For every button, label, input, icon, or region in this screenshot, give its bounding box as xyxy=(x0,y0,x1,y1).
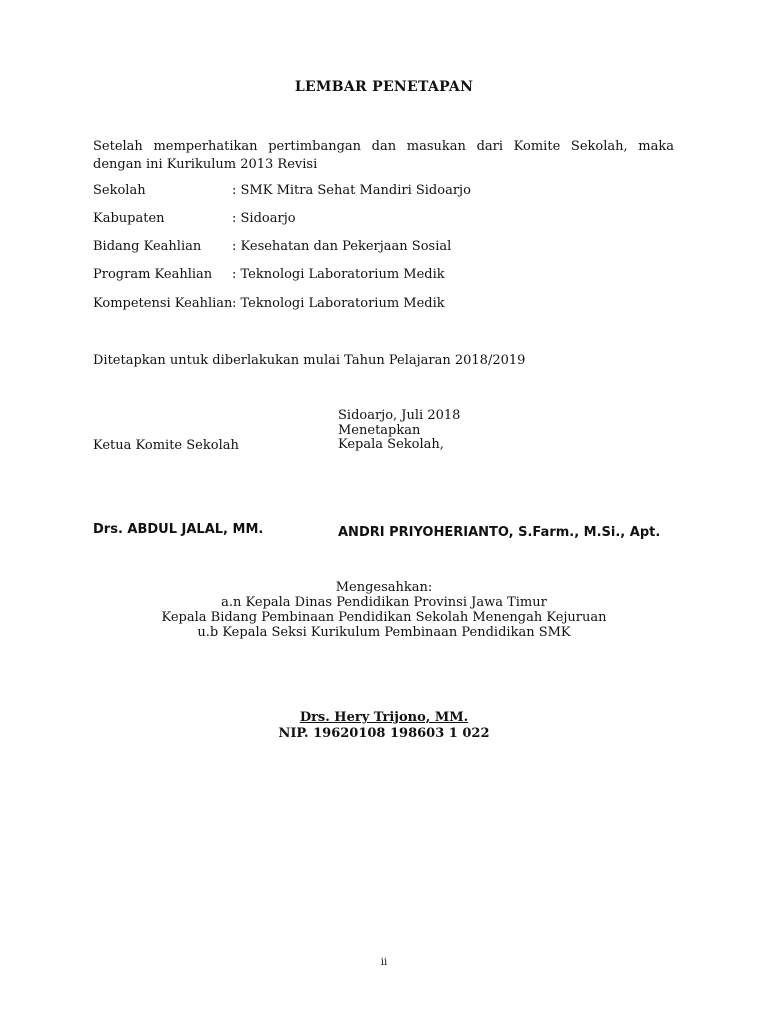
approval-line: a.n Kepala Dinas Pendidikan Provinsi Jawa Timur xyxy=(221,595,547,610)
date-block xyxy=(338,409,460,453)
field-label: Bidang Keahlian xyxy=(93,239,202,254)
page-number: ii xyxy=(380,957,388,968)
field-label: Sekolah xyxy=(93,183,146,198)
approval-line: Kepala Bidang Pembinaan Pendidikan Sekolah Menengah Kejuruan xyxy=(161,610,607,625)
place-date: Sidoarjo, Juli 2018 xyxy=(338,408,461,423)
approval-block xyxy=(0,580,768,640)
principal-name: ANDRI PRIYOHERIANTO, S.Farm., M.Si., Apt. xyxy=(338,525,661,540)
page-title: LEMBAR PENETAPAN xyxy=(294,79,474,95)
field-value: : Teknologi Laboratorium Medik xyxy=(232,296,445,311)
field-row-competency xyxy=(93,296,445,311)
field-row-school xyxy=(93,183,471,198)
statement: Ditetapkan untuk diberlakukan mulai Tahun Pelajaran 2018/2019 xyxy=(93,353,526,368)
committee-title: Ketua Komite Sekolah xyxy=(93,438,239,453)
field-value: : Teknologi Laboratorium Medik xyxy=(232,267,445,282)
field-row-program xyxy=(93,267,445,282)
approver-name: Drs. Hery Trijono, MM. xyxy=(299,710,469,725)
field-label: Kompetensi Keahlian xyxy=(93,296,233,311)
field-row-field-of-expertise xyxy=(93,239,451,254)
approver-block xyxy=(0,710,768,742)
field-row-regency xyxy=(93,211,296,226)
approval-heading: Mengesahkan: xyxy=(335,580,433,595)
principal-title: Kepala Sekolah, xyxy=(338,437,444,452)
field-label: Kabupaten xyxy=(93,211,165,226)
decided-label: Menetapkan xyxy=(338,422,421,438)
field-value: : Sidoarjo xyxy=(232,211,296,226)
approver-nip: NIP. 19620108 198603 1 022 xyxy=(278,726,490,741)
committee-name: Drs. ABDUL JALAL, MM. xyxy=(93,522,264,537)
field-label: Program Keahlian xyxy=(93,267,213,282)
field-value: : Kesehatan dan Pekerjaan Sosial xyxy=(232,239,452,254)
intro-paragraph: Setelah memperhatikan pertimbangan dan masukan dari Komite Sekolah, maka dengan ini Kurikulum 2013 Revisi xyxy=(93,139,674,172)
approval-line: u.b Kepala Seksi Kurikulum Pembinaan Pendidikan SMK xyxy=(197,625,571,640)
field-value: : SMK Mitra Sehat Mandiri Sidoarjo xyxy=(232,183,471,198)
